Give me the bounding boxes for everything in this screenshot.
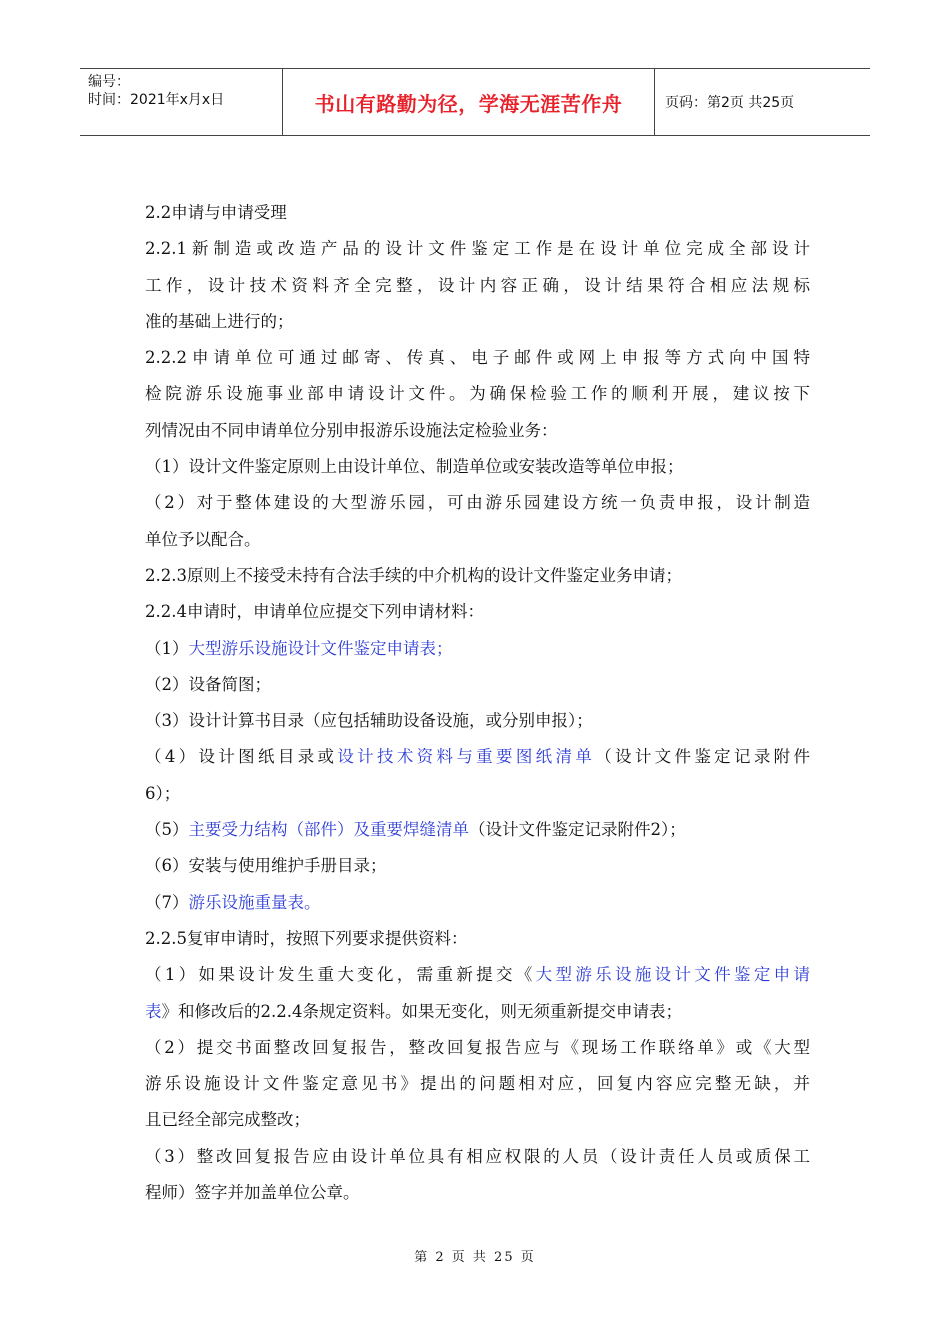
text-segment: （设计文件鉴定记录附件2）； (469, 820, 686, 840)
document-link[interactable]: 表 (145, 1001, 162, 1021)
text-line (145, 304, 810, 340)
text-line (145, 957, 810, 993)
text-segment: 6）； (145, 783, 181, 803)
text-segment: 2.2.5复审申请时，按照下列要求提供资料： (145, 928, 468, 948)
text-segment: （1） (145, 638, 189, 658)
text-line (145, 631, 810, 667)
text-segment: （4）设计图纸目录或 (145, 747, 338, 767)
text-segment: 工作，设计技术资料齐全完整，设计内容正确，设计结果符合相应法规标 (145, 275, 810, 295)
text-line (145, 703, 810, 739)
text-line (145, 667, 810, 703)
text-line (145, 885, 810, 921)
text-line (145, 594, 810, 630)
text-segment: 2.2.4申请时，申请单位应提交下列申请材料： (145, 602, 484, 622)
text-line (145, 1102, 810, 1138)
text-line (145, 739, 810, 775)
text-segment: （1）设计文件鉴定原则上由设计单位、制造单位或安装改造等单位申报； (145, 457, 684, 477)
text-line (145, 558, 810, 594)
text-line (145, 1175, 810, 1211)
text-line (145, 1066, 810, 1102)
text-segment: （2）设备简图； (145, 674, 271, 694)
text-segment: （5） (145, 820, 189, 840)
text-segment: 2.2.1新制造或改造产品的设计文件鉴定工作是在设计单位完成全部设计 (145, 239, 810, 259)
document-link[interactable]: 设计技术资料与重要图纸清单 (337, 747, 596, 767)
text-segment: （3）设计计算书目录（应包括辅助设备设施，或分别申报）； (145, 711, 593, 731)
page-header (80, 68, 870, 136)
text-segment: 游乐设施设计文件鉴定意见书》提出的问题相对应，回复内容应完整无缺，并 (145, 1074, 810, 1094)
text-segment: 2.2申请与申请受理 (145, 203, 287, 222)
document-body (145, 195, 810, 1211)
text-line (145, 268, 810, 304)
text-segment: 列情况由不同申请单位分别申报游乐设施法定检验业务： (145, 420, 558, 440)
text-line (145, 340, 810, 376)
text-line (145, 1030, 810, 1066)
document-link[interactable]: 主要受力结构（部件）及重要焊缝清单 (188, 820, 469, 840)
text-segment: （6）安装与使用维护手册目录； (145, 856, 387, 876)
text-line (145, 449, 810, 485)
text-line (145, 848, 810, 884)
text-line (145, 413, 810, 449)
text-segment: （1）如果设计发生重大变化，需重新提交《 (145, 965, 536, 985)
text-line (145, 812, 810, 848)
text-line (145, 994, 810, 1030)
document-link[interactable]: 大型游乐设施设计文件鉴定申请 (535, 965, 810, 985)
text-segment: （2）提交书面整改回复报告，整改回复报告应与《现场工作联络单》或《大型 (145, 1037, 810, 1057)
text-segment: （2）对于整体建设的大型游乐园，可由游乐园建设方统一负责申报，设计制造 (145, 493, 810, 513)
document-link[interactable]: 游乐设施重量表。 (188, 892, 321, 912)
text-segment: 检院游乐设施事业部申请设计文件。为确保检验工作的顺利开展，建议按下 (145, 384, 810, 404)
text-line (145, 522, 810, 558)
header-page-info: 页码：第2页 共25页 (665, 95, 795, 111)
text-segment: 》和修改后的2.2.4条规定资料。如果无变化，则无须重新提交申请表； (161, 1001, 682, 1021)
document-number-label: 编号： (88, 74, 130, 90)
text-line (145, 231, 810, 267)
header-meta (80, 69, 282, 135)
page-footer: 第 2 页 共 25 页 (414, 1250, 536, 1265)
text-line (145, 376, 810, 412)
header-motto: 书山有路勤为径，学海无涯苦作舟 (282, 69, 655, 135)
text-line (145, 921, 810, 957)
document-date: 时间：2021年x月x日 (88, 92, 225, 108)
document-link[interactable]: 大型游乐设施设计文件鉴定申请表； (188, 638, 453, 658)
text-segment: （3）整改回复报告应由设计单位具有相应权限的人员（设计责任人员或质保工 (145, 1146, 810, 1166)
text-line (145, 485, 810, 521)
text-segment: 准的基础上进行的； (145, 311, 294, 331)
text-line (145, 195, 810, 231)
text-segment: 单位予以配合。 (145, 529, 261, 549)
text-segment: 2.2.2申请单位可通过邮寄、传真、电子邮件或网上申报等方式向中国特 (145, 348, 810, 368)
text-segment: 且已经全部完成整改； (145, 1110, 310, 1130)
text-segment: （7） (145, 892, 189, 912)
text-line (145, 776, 810, 812)
text-segment: （设计文件鉴定记录附件 (595, 747, 810, 767)
text-line (145, 1139, 810, 1175)
text-segment: 2.2.3原则上不接受未持有合法手续的中介机构的设计文件鉴定业务申请； (145, 565, 682, 585)
text-segment: 程师）签字并加盖单位公章。 (145, 1183, 360, 1203)
